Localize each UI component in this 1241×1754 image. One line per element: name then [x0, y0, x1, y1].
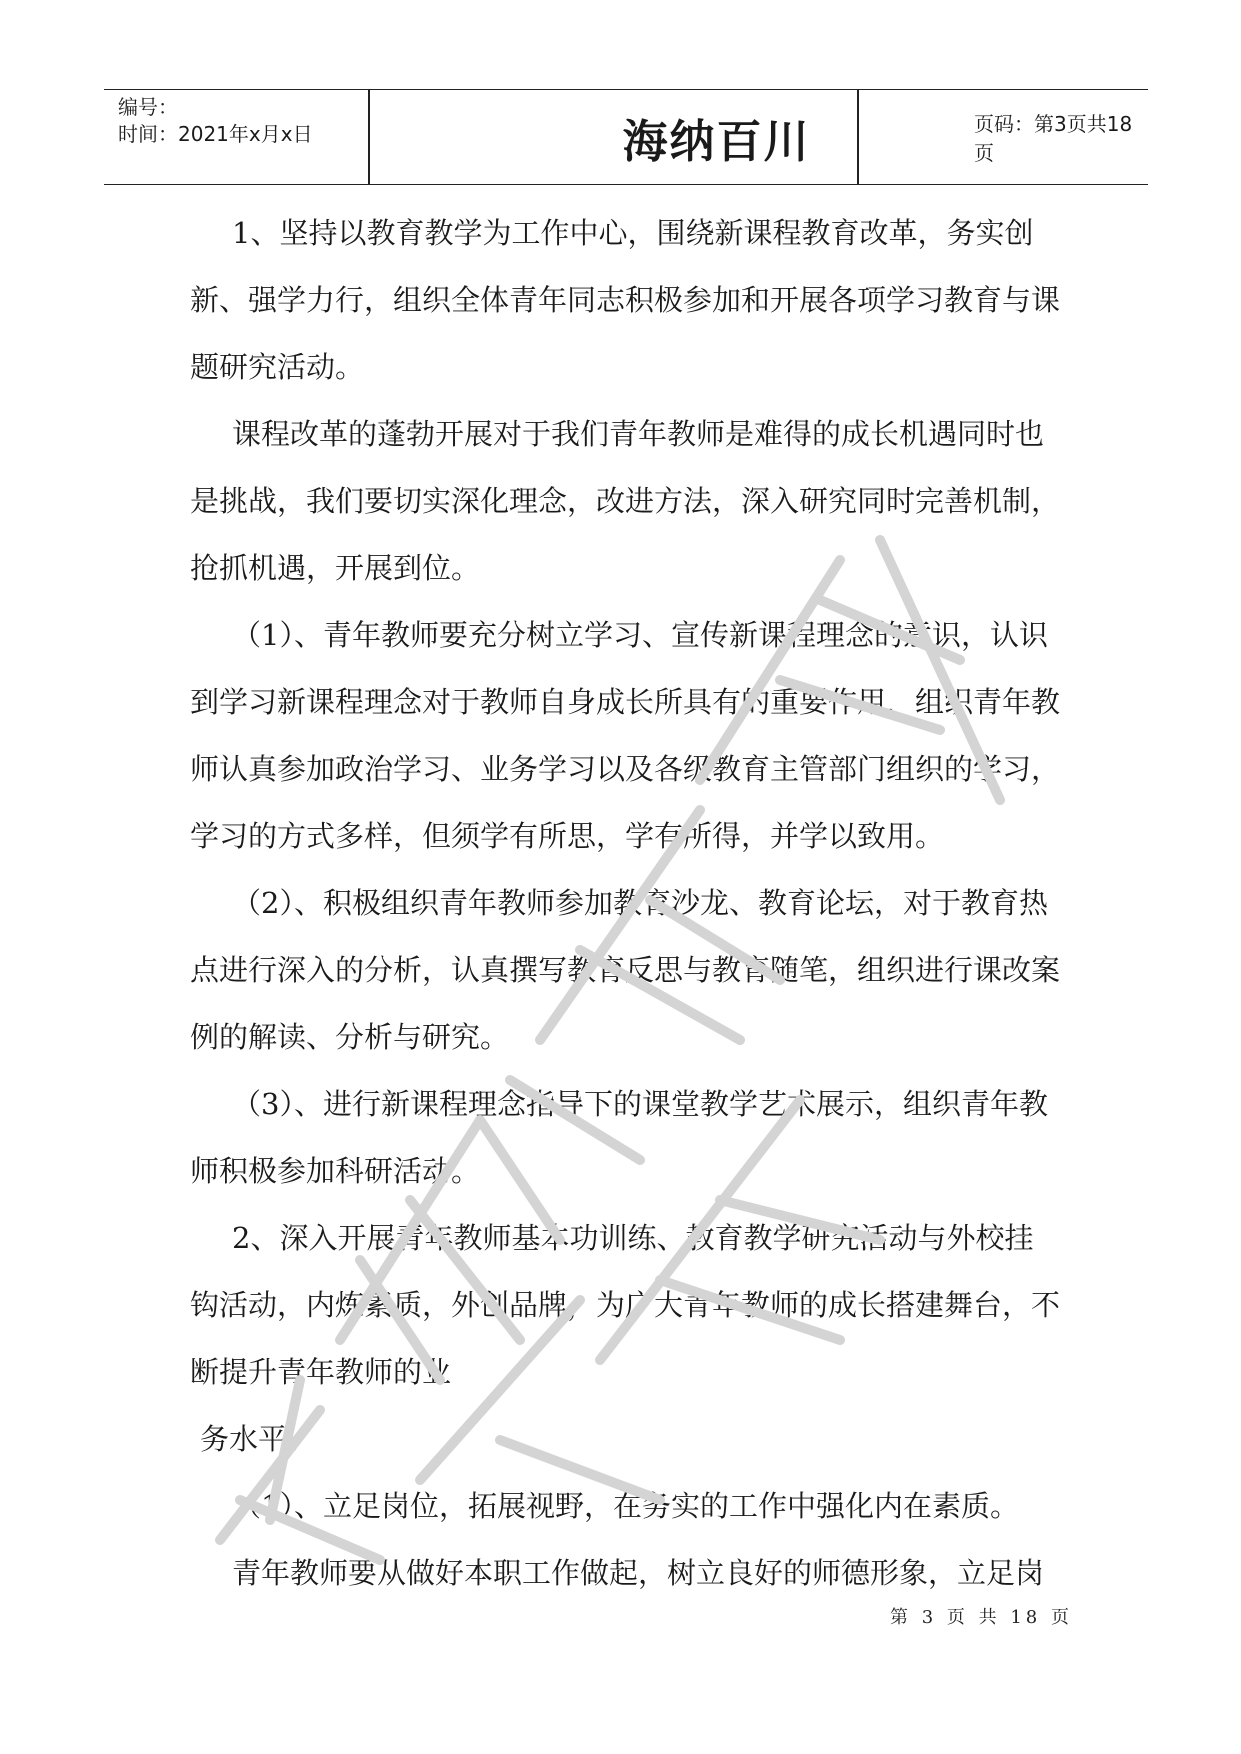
paragraph: （2）、积极组织青年教师参加教育沙龙、教育论坛，对于教育热点进行深入的分析，认真撰写教育反思与教育随笔，组织进行课改案例的解读、分析与研究。 [190, 886, 1061, 1054]
paragraph: （3）、进行新课程理念指导下的课堂教学艺术展示，组织青年教师积极参加科研活动。 [190, 1087, 1048, 1188]
header-page-info: 页码：第3页共18页 [974, 112, 1133, 165]
paragraph: 务水平。 [200, 1422, 317, 1456]
page-footer: 第 3 页 共 18 页 [890, 1607, 1073, 1628]
number-label: 编号： [118, 95, 178, 119]
paragraph: 2、深入开展青年教师基本功训练、教育教学研究活动与外校挂钩活动，内炼素质，外创品牌，为广大青年教师的成长搭建舞台，不断提升青年教师的业 [190, 1221, 1061, 1389]
paragraph: 课程改革的蓬勃开展对于我们青年教师是难得的成长机遇同时也是挑战，我们要切实深化理念，改进方法，深入研究同时完善机制，抢抓机遇，开展到位。 [190, 417, 1061, 585]
header-meta [118, 94, 368, 148]
paragraph: （1）、立足岗位，拓展视野，在务实的工作中强化内在素质。 [232, 1489, 1019, 1523]
paragraph: 青年教师要从做好本职工作做起，树立良好的师德形象，立足岗 [232, 1556, 1045, 1590]
header-divider [368, 90, 370, 184]
time-label: 时间：2021年x月x日 [118, 122, 313, 146]
paragraph: （1）、青年教师要充分树立学习、宣传新课程理念的意识，认识到学习新课程理念对于教师自身成长所具有的重要作用，组织青年教师认真参加政治学习、业务学习以及各级教育主管部门组织的学习，学习的方式多样，但须学有所思，学有所得，并学以致用。 [190, 618, 1061, 853]
header-title: 海纳百川 [622, 114, 811, 168]
document-header [104, 89, 1148, 185]
paragraph: 1、坚持以教育教学为工作中心，围绕新课程教育改革，务实创新、强学力行，组织全体青年同志积极参加和开展各项学习教育与课题研究活动。 [190, 216, 1061, 384]
